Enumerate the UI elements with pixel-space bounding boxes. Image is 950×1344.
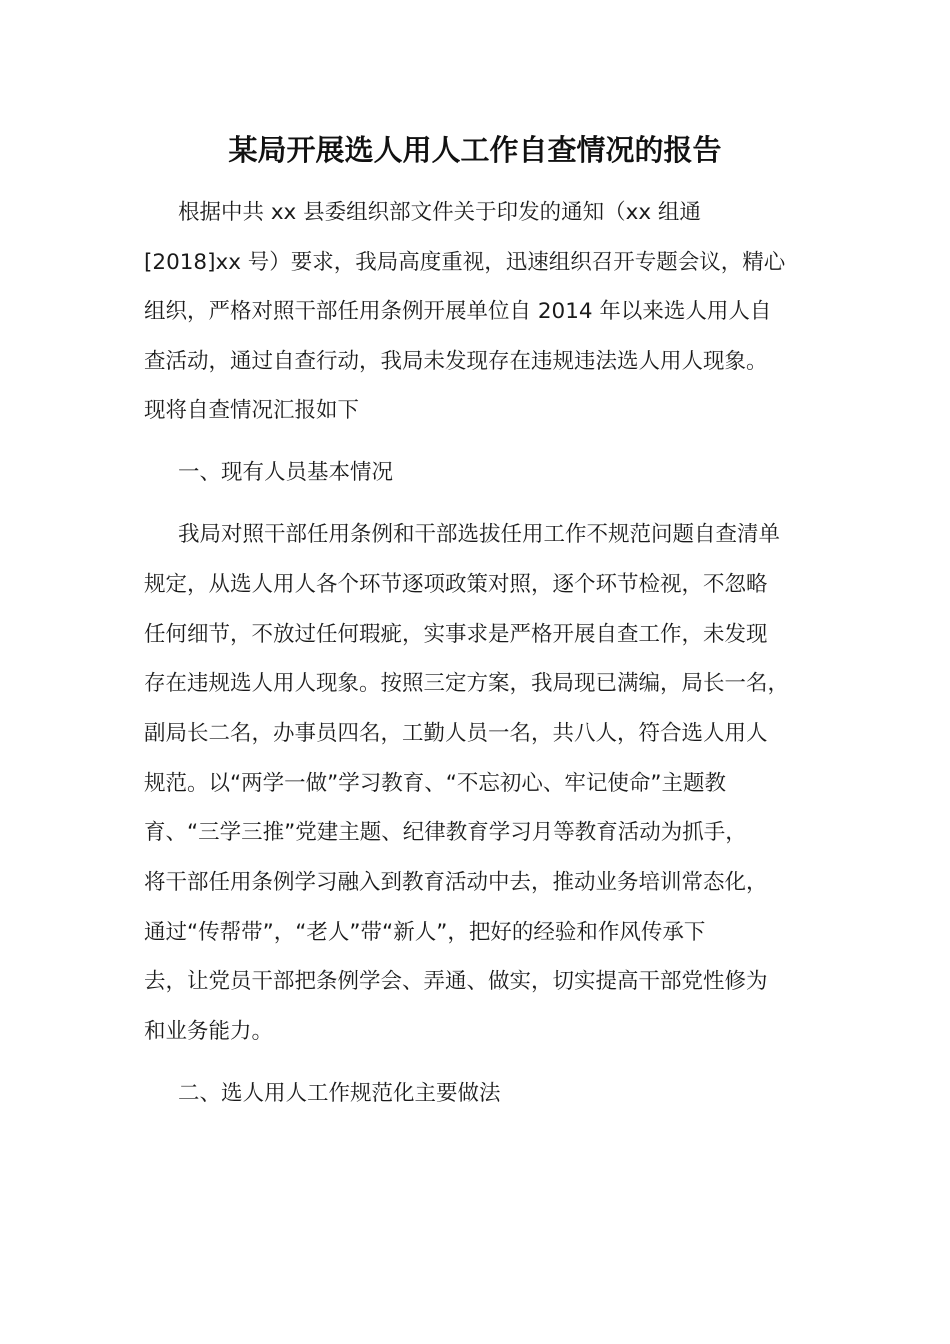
paragraph-line (144, 868, 950, 898)
paragraph-line (144, 347, 950, 377)
line-text: 我局对照干部任用条例和干部选拔任用工作不规范问题自查清单 (178, 522, 781, 547)
line-text: 一、现有人员基本情况 (178, 460, 394, 485)
paragraph-line (144, 769, 950, 799)
paragraph-line (178, 520, 950, 550)
paragraph-line (144, 396, 950, 426)
paragraph-line (144, 570, 950, 600)
section-heading (178, 458, 950, 488)
line-text: 和业务能力。 (144, 1019, 274, 1044)
line-text: 去，让党员干部把条例学会、弄通、做实，切实提高干部党性修为 (144, 969, 768, 994)
line-text: 副局长二名，办事员四名，工勤人员一名，共八人，符合选人用人 (144, 721, 768, 746)
line-text: 规定，从选人用人各个环节逐项政策对照，逐个环节检视，不忽略 (144, 572, 768, 597)
line-text: [2018]xx 号）要求，我局高度重视，迅速组织召开专题会议，精心 (144, 250, 786, 275)
line-text: 现将自查情况汇报如下 (144, 398, 360, 423)
line-text: 根据中共 xx 县委组织部文件关于印发的通知（xx 组通 (178, 200, 701, 225)
line-text: 规范。以“两学一做”学习教育、“不忘初心、牢记使命”主题教 (144, 771, 727, 796)
line-text: 将干部任用条例学习融入到教育活动中去，推动业务培训常态化， (144, 870, 768, 895)
line-text: 通过“传帮带”，“老人”带“新人”，把好的经验和作风传承下 (144, 920, 706, 945)
paragraph-line (144, 297, 950, 327)
document-title: 某局开展选人用人工作自查情况的报告 (228, 133, 722, 167)
line-text: 育、“三学三推”党建主题、纪律教育学习月等教育活动为抓手， (144, 820, 747, 845)
paragraph-line (144, 818, 950, 848)
paragraph-line (144, 248, 950, 278)
line-text: 查活动，通过自查行动，我局未发现存在违规违法选人用人现象。 (144, 349, 768, 374)
paragraph-line (144, 967, 950, 997)
paragraph-line (144, 669, 950, 699)
section-heading (178, 1079, 950, 1109)
line-text: 二、选人用人工作规范化主要做法 (178, 1081, 501, 1106)
line-text: 任何细节，不放过任何瑕疵，实事求是严格开展自查工作，未发现 (144, 622, 768, 647)
paragraph-line (144, 719, 950, 749)
paragraph-line (178, 198, 950, 228)
paragraph-line (144, 918, 950, 948)
line-text: 存在违规选人用人现象。按照三定方案，我局现已满编，局长一名， (144, 671, 790, 696)
paragraph-line (144, 620, 950, 650)
paragraph-line (144, 1017, 950, 1047)
line-text: 组织，严格对照干部任用条例开展单位自 2014 年以来选人用人自 (144, 299, 772, 324)
